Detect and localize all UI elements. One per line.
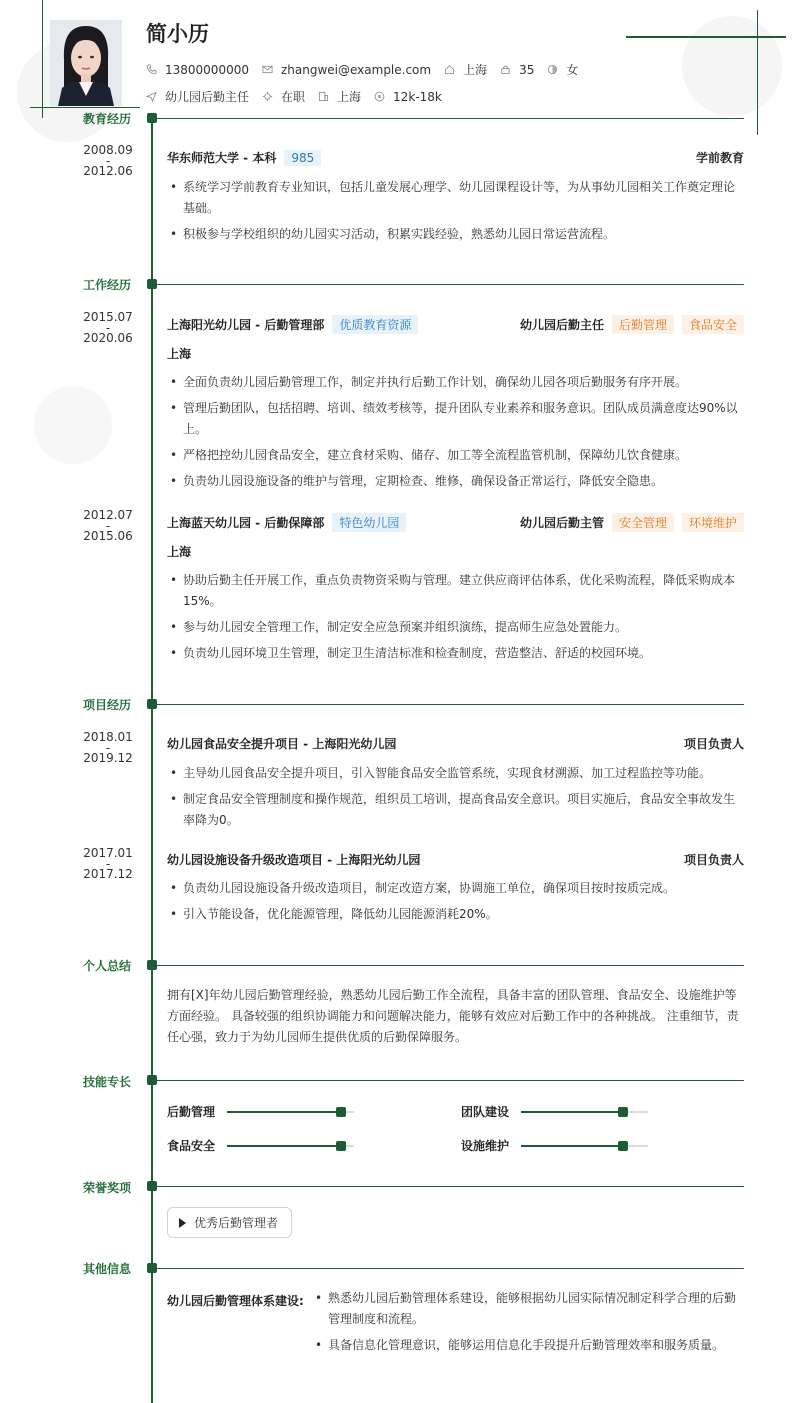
contact-gender: 女 [547, 61, 578, 78]
major: 学前教育 [695, 151, 744, 165]
list-item: • 全面负责幼儿园后勤管理工作，制定并执行后勤工作计划，确保幼儿园各项后勤服务有序开展。 [167, 372, 744, 393]
section-divider [157, 1080, 744, 1081]
skill-level-knob [618, 1141, 628, 1151]
other-info-bullets [312, 1288, 744, 1361]
skill-level-bar [227, 1145, 354, 1147]
project-bullets [167, 878, 744, 930]
send-icon [146, 91, 157, 102]
section-divider [157, 965, 744, 966]
job-status: 在职 [262, 88, 305, 105]
section-title-awards: 荣誉奖项 [83, 1181, 132, 1195]
job-salary: 12k-18k [374, 90, 442, 104]
play-icon [179, 1218, 186, 1228]
decor-circle [34, 386, 112, 464]
contact-age: 35 [500, 63, 534, 77]
contact-row [146, 61, 591, 78]
work-location: 上海 [167, 545, 192, 559]
section-title-work: 工作经历 [83, 278, 132, 292]
phone-icon [146, 64, 157, 75]
education-entry-header [167, 149, 744, 166]
skill-level-bar [521, 1111, 648, 1113]
section-marker [147, 699, 157, 709]
gender-icon [547, 64, 558, 75]
timeline-line [151, 116, 153, 1403]
award-name: 优秀后勤管理者 [194, 1216, 279, 1230]
skill-name: 团队建设 [461, 1105, 510, 1119]
project-bullets [167, 763, 744, 836]
skill-level-knob [336, 1141, 346, 1151]
school-name: 华东师范大学 - 本科 [167, 151, 277, 165]
job-role: 幼儿园后勤主任 [519, 318, 604, 332]
skill-item [167, 1103, 354, 1120]
candidate-name: 简小历 [146, 22, 209, 46]
decor-line [757, 10, 758, 135]
skill-name: 食品安全 [167, 1139, 216, 1153]
building-icon [318, 91, 329, 102]
list-item: • 参与幼儿园安全管理工作，制定安全应急预案并组织演练，提高师生应急处置能力。 [167, 617, 744, 638]
list-item: • 积极参与学校组织的幼儿园实习活动，积累实践经验，熟悉幼儿园日常运营流程。 [167, 224, 744, 245]
list-item: • 引入节能设备，优化能源管理，降低幼儿园能源消耗20%。 [167, 904, 744, 925]
section-divider [157, 1186, 744, 1187]
skill-level-bar [521, 1145, 648, 1147]
work-entry-header [167, 315, 744, 334]
list-item: • 负责幼儿园设施设备的维护与管理，定期检查、维修，确保设备正常运行，降低安全隐患。 [167, 471, 744, 492]
project-name: 幼儿园设施设备升级改造项目 - 上海阳光幼儿园 [167, 853, 421, 867]
list-item: • 负责幼儿园设施设备升级改造项目，制定改造方案，协调施工单位，确保项目按时按质完成。 [167, 878, 744, 899]
profile-photo [50, 20, 122, 106]
section-title-other: 其他信息 [83, 1262, 132, 1276]
skill-name: 后勤管理 [167, 1105, 216, 1119]
company-name: 上海阳光幼儿园 - 后勤管理部 [167, 318, 325, 332]
company-tag: 优质教育资源 [332, 315, 418, 334]
entry-date: 2008.09 - 2012.06 [83, 143, 133, 178]
age-icon [500, 64, 511, 75]
school-tag: 985 [284, 150, 321, 166]
contact-email: zhangwei@example.com [262, 63, 431, 77]
entry-date: 2017.01 - 2017.12 [83, 846, 133, 881]
job-row [146, 88, 455, 105]
entry-date: 2012.07 - 2015.06 [83, 508, 133, 543]
section-marker [147, 960, 157, 970]
section-marker [147, 1075, 157, 1085]
mail-icon [262, 64, 273, 75]
list-item: • 协助后勤主任开展工作，重点负责物资采购与管理。建立供应商评估体系，优化采购流程，降低采购成本15%。 [167, 570, 744, 612]
job-city: 上海 [318, 88, 361, 105]
decor-circle [682, 16, 782, 116]
list-item: • 熟悉幼儿园后勤管理体系建设，能够根据幼儿园实际情况制定科学合理的后勤管理制度和流程。 [312, 1288, 744, 1330]
section-divider [157, 284, 744, 285]
home-icon [444, 64, 455, 75]
section-divider [157, 704, 744, 705]
summary-text: 拥有[X]年幼儿园后勤管理经验，熟悉幼儿园后勤工作全流程，具备丰富的团队管理、食品安全、设施维护等方面经验。 具备较强的组织协调能力和问题解决能力，能够有效应对后勤工作中的各种挑战。 注重细节，责任心强，致力于为幼儿园师生提供优质的后勤保障服务。 [167, 988, 739, 1044]
skill-level-bar [227, 1111, 354, 1113]
section-title-projects: 项目经历 [83, 698, 132, 712]
section-divider [157, 1268, 744, 1269]
role-tag: 安全管理 [612, 513, 674, 532]
education-bullets [167, 177, 744, 250]
section-title-summary: 个人总结 [83, 959, 132, 973]
role-tag: 后勤管理 [612, 315, 674, 334]
company-name: 上海蓝天幼儿园 - 后勤保障部 [167, 516, 325, 530]
contact-home: 上海 [444, 61, 487, 78]
list-item: • 制定食品安全管理制度和操作规范，组织员工培训，提高食品安全意识。项目实施后，食品安全事故发生率降为0。 [167, 789, 744, 831]
work-entry-header [167, 513, 744, 532]
decor-line [626, 36, 786, 38]
section-marker [147, 1263, 157, 1273]
project-role: 项目负责人 [683, 853, 744, 867]
role-tag: 食品安全 [682, 315, 744, 334]
section-divider [157, 118, 744, 119]
company-tag: 特色幼儿园 [332, 513, 406, 532]
skill-item [167, 1137, 354, 1154]
work-location: 上海 [167, 347, 192, 361]
skill-item [461, 1103, 648, 1120]
contact-phone: 13800000000 [146, 63, 249, 77]
decor-line [30, 107, 140, 108]
work-bullets [167, 372, 744, 497]
project-entry-header [167, 851, 744, 868]
section-marker [147, 113, 157, 123]
section-title-skills: 技能专长 [83, 1075, 132, 1089]
salary-icon [374, 91, 385, 102]
skill-item [461, 1137, 648, 1154]
role-tag: 环境维护 [682, 513, 744, 532]
other-info-label: 幼儿园后勤管理体系建设: [167, 1294, 304, 1308]
list-item: • 具备信息化管理意识，能够运用信息化手段提升后勤管理效率和服务质量。 [312, 1335, 744, 1356]
list-item: • 管理后勤团队，包括招聘、培训、绩效考核等，提升团队专业素养和服务意识。团队成员满意度达90%以上。 [167, 398, 744, 440]
list-item: • 负责幼儿园环境卫生管理，制定卫生清洁标准和检查制度，营造整洁、舒适的校园环境。 [167, 643, 744, 664]
job-title: 幼儿园后勤主任 [146, 88, 249, 105]
project-name: 幼儿园食品安全提升项目 - 上海阳光幼儿园 [167, 737, 397, 751]
section-marker [147, 279, 157, 289]
entry-date: 2015.07 - 2020.06 [83, 310, 133, 345]
project-role: 项目负责人 [683, 737, 744, 751]
skill-level-knob [336, 1107, 346, 1117]
job-role: 幼儿园后勤主管 [519, 516, 604, 530]
work-bullets [167, 570, 744, 669]
section-title-education: 教育经历 [83, 112, 132, 126]
award-badge [167, 1207, 292, 1238]
skill-name: 设施维护 [461, 1139, 510, 1153]
status-icon [262, 91, 273, 102]
list-item: • 严格把控幼儿园食品安全，建立食材采购、储存、加工等全流程监管机制，保障幼儿饮食健康。 [167, 445, 744, 466]
list-item: • 主导幼儿园食品安全提升项目，引入智能食品安全监管系统，实现食材溯源、加工过程监控等功能。 [167, 763, 744, 784]
list-item: • 系统学习学前教育专业知识，包括儿童发展心理学、幼儿园课程设计等，为从事幼儿园相关工作奠定理论基础。 [167, 177, 744, 219]
section-marker [147, 1181, 157, 1191]
decor-line [42, 0, 43, 118]
project-entry-header [167, 735, 744, 752]
skill-level-knob [618, 1107, 628, 1117]
entry-date: 2018.01 - 2019.12 [83, 730, 133, 765]
